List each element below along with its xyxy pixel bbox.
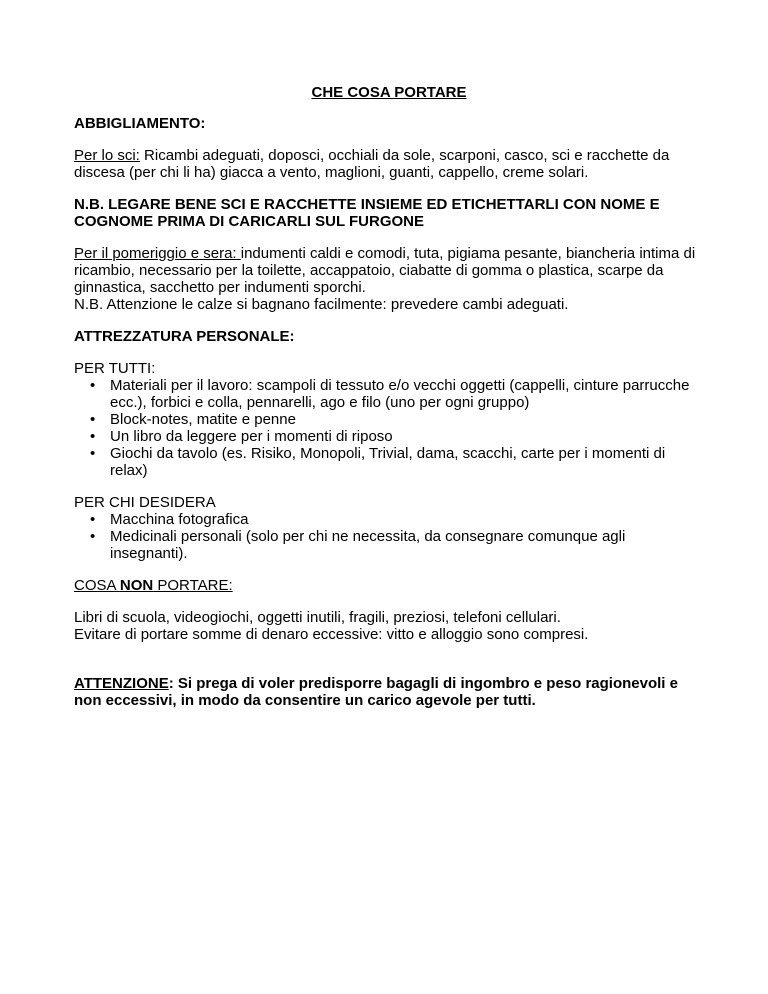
- list-item: • Macchina fotografica: [90, 511, 704, 528]
- label-per-tutti: PER TUTTI:: [74, 360, 156, 377]
- heading-non-portare-bold: NON: [119, 577, 154, 594]
- document-page: [74, 84, 704, 724]
- heading-non-portare-post: PORTARE:: [153, 577, 233, 594]
- paragraph-attenzione: [74, 675, 704, 709]
- list-per-chi-desidera: [74, 511, 704, 562]
- text-attenzione: : Si prega di voler predisporre bagagli di ingombro e peso ragionevoli e non eccessivi, in modo da consentire un carico agevole per tutti.: [74, 675, 678, 709]
- list-item: • Block-notes, matite e penne: [90, 411, 704, 428]
- note-legare-sci: N.B. LEGARE BENE SCI E RACCHETTE INSIEME ED ETICHETTARLI CON NOME E COGNOME PRIMA DI CARICARLI SUL FURGONE: [74, 196, 660, 230]
- label-per-chi-desidera: PER CHI DESIDERA: [74, 494, 216, 511]
- paragraph-non-portare: [74, 609, 704, 643]
- note-calze: N.B. Attenzione le calze si bagnano facilmente: prevedere cambi adeguati.: [74, 296, 569, 313]
- document-title: CHE COSA PORTARE: [311, 84, 467, 101]
- paragraph-sci: [74, 147, 704, 181]
- label-pomeriggio-sera: Per il pomeriggio e sera:: [74, 245, 241, 262]
- text-non-portare-line1: Libri di scuola, videogiochi, oggetti inutili, fragili, preziosi, telefoni cellulari.: [74, 609, 561, 626]
- text-pomeriggio-sera: indumenti caldi e comodi, tuta, pigiama pesante, biancheria intima di ricambio, necessario per la toilette, accappatoio, ciabatte di gomma o plastica, scarpe da ginnastica, sacchetto per indumenti sporchi.: [74, 245, 696, 296]
- heading-non-portare-pre: COSA: [74, 577, 120, 594]
- label-per-lo-sci: Per lo sci:: [74, 147, 140, 164]
- label-attenzione: ATTENZIONE: [74, 675, 169, 692]
- list-item: • Materiali per il lavoro: scampoli di tessuto e/o vecchi oggetti (cappelli, cinture parrucche ecc.), forbici e colla, pennarelli, ago e filo (uno per ogni gruppo): [90, 377, 704, 411]
- list-item: • Un libro da leggere per i momenti di riposo: [90, 428, 704, 445]
- list-item: • Medicinali personali (solo per chi ne necessita, da consegnare comunque agli insegnanti).: [90, 528, 704, 562]
- text-non-portare-line2: Evitare di portare somme di denaro eccessive: vitto e alloggio sono compresi.: [74, 626, 589, 643]
- list-per-tutti: [74, 377, 704, 479]
- text-sci: Ricambi adeguati, doposci, occhiali da sole, scarponi, casco, sci e racchette da discesa (per chi li ha) giacca a vento, maglioni, guanti, cappello, creme solari.: [74, 147, 670, 181]
- section-heading-non-portare: [74, 577, 704, 594]
- section-heading-attrezzatura: ATTREZZATURA PERSONALE:: [74, 328, 295, 345]
- list-item: • Giochi da tavolo (es. Risiko, Monopoli, Trivial, dama, scacchi, carte per i momenti di relax): [90, 445, 704, 479]
- section-heading-abbigliamento: ABBIGLIAMENTO:: [74, 115, 206, 132]
- paragraph-pomeriggio-sera: [74, 245, 704, 313]
